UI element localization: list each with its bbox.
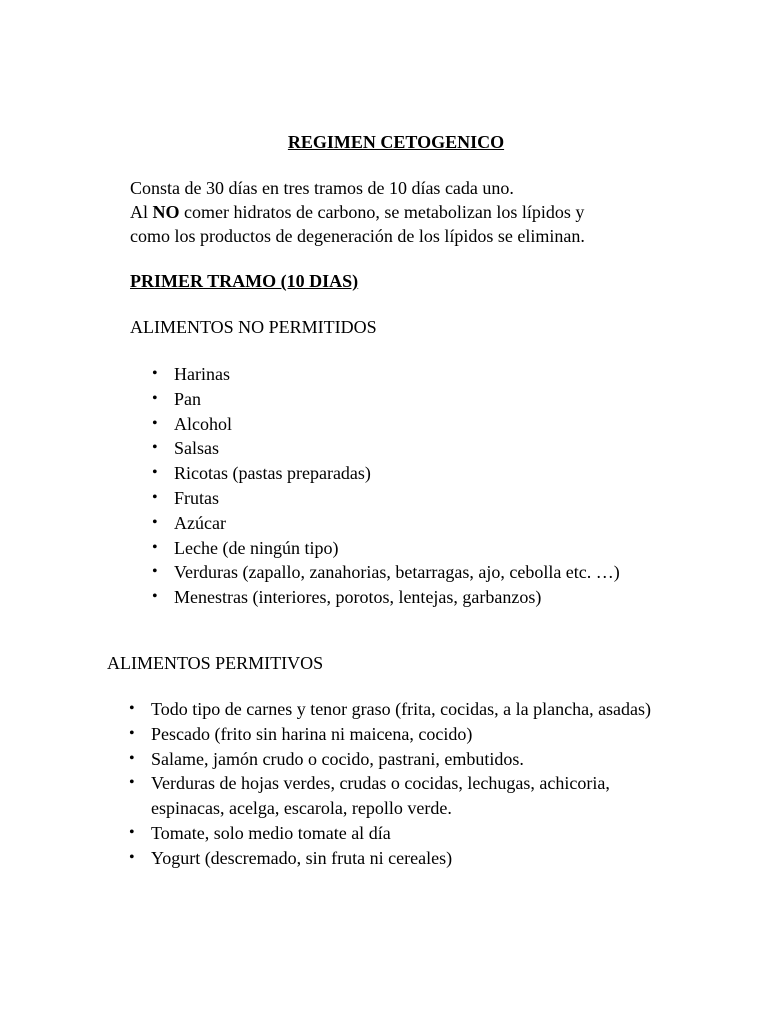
- bullet-icon: •: [152, 464, 158, 482]
- list-item: [152, 511, 672, 536]
- bullet-icon: •: [152, 588, 158, 606]
- list-item-text: Leche (de ningún tipo): [174, 537, 339, 558]
- list-item: [152, 536, 672, 561]
- list-item: [152, 461, 672, 486]
- intro-line-2-suffix: comer hidratos de carbono, se metabolizan los lípidos y: [179, 202, 585, 222]
- list-item-text: Verduras de hojas verdes, crudas o cocidas, lechugas, achicoria, espinacas, acelga, escarola, repollo verde.: [151, 773, 610, 819]
- bullet-icon: •: [152, 439, 158, 457]
- intro-line-2-prefix: Al: [130, 202, 153, 222]
- list-item: [129, 846, 669, 871]
- allowed-heading: ALIMENTOS PERMITIVOS: [107, 653, 324, 673]
- list-item: [152, 560, 672, 585]
- list-item: [152, 362, 672, 387]
- list-item: [152, 436, 672, 461]
- list-item: [152, 387, 672, 412]
- list-item-text: Harinas: [174, 364, 230, 384]
- list-item-text: Alcohol: [174, 413, 232, 434]
- section-heading-primer-tramo: PRIMER TRAMO (10 DIAS): [130, 271, 359, 291]
- bullet-icon: •: [129, 724, 135, 742]
- bullet-icon: •: [129, 823, 135, 841]
- list-item: [129, 747, 669, 772]
- list-item-text: Pescado (frito sin harina ni maicena, cocido): [151, 723, 473, 744]
- list-item-text: Azúcar: [174, 512, 226, 533]
- list-item: [129, 821, 669, 846]
- list-item-text: Verduras (zapallo, zanahorias, betarragas, ajo, cebolla etc. …): [174, 562, 620, 583]
- list-item: [129, 722, 669, 747]
- bullet-icon: •: [129, 700, 135, 717]
- bullet-icon: •: [152, 538, 158, 556]
- list-item-text: Ricotas (pastas preparadas): [174, 463, 371, 484]
- not-allowed-list: [152, 362, 672, 610]
- bullet-icon: •: [152, 488, 158, 506]
- bullet-icon: •: [129, 749, 135, 767]
- intro-line-1: Consta de 30 días en tres tramos de 10 días cada uno.: [130, 178, 514, 198]
- intro-paragraph: [130, 176, 730, 248]
- document-title: REGIMEN CETOGENICO: [287, 132, 505, 152]
- list-item-text: Salame, jamón crudo o cocido, pastrani, embutidos.: [151, 748, 524, 769]
- bullet-icon: •: [129, 774, 135, 792]
- bullet-icon: •: [152, 563, 158, 581]
- list-item-text: Yogurt (descremado, sin fruta ni cereales): [151, 847, 453, 868]
- intro-line-2: [130, 200, 730, 224]
- list-item: [129, 771, 669, 821]
- bullet-icon: •: [129, 848, 135, 866]
- bullet-icon: •: [152, 365, 158, 382]
- list-item: [152, 412, 672, 437]
- bullet-icon: •: [152, 414, 158, 432]
- list-item-text: Frutas: [174, 487, 219, 508]
- list-item: [152, 585, 672, 610]
- list-item-text: Tomate, solo medio tomate al día: [151, 822, 391, 843]
- list-item-text: Pan: [174, 388, 201, 409]
- intro-line-2-bold: NO: [152, 202, 180, 222]
- list-item-text: Salsas: [174, 438, 219, 459]
- bullet-icon: •: [152, 513, 158, 531]
- not-allowed-heading: ALIMENTOS NO PERMITIDOS: [130, 317, 377, 337]
- list-item-text: Menestras (interiores, porotos, lentejas, garbanzos): [174, 587, 542, 608]
- bullet-icon: •: [152, 389, 158, 407]
- list-item: [152, 486, 672, 511]
- list-item-text: Todo tipo de carnes y tenor graso (frita, cocidas, a la plancha, asadas): [151, 699, 652, 719]
- list-item: [129, 697, 669, 722]
- intro-line-3: como los productos de degeneración de los lípidos se eliminan.: [130, 226, 585, 246]
- allowed-list: [129, 697, 669, 871]
